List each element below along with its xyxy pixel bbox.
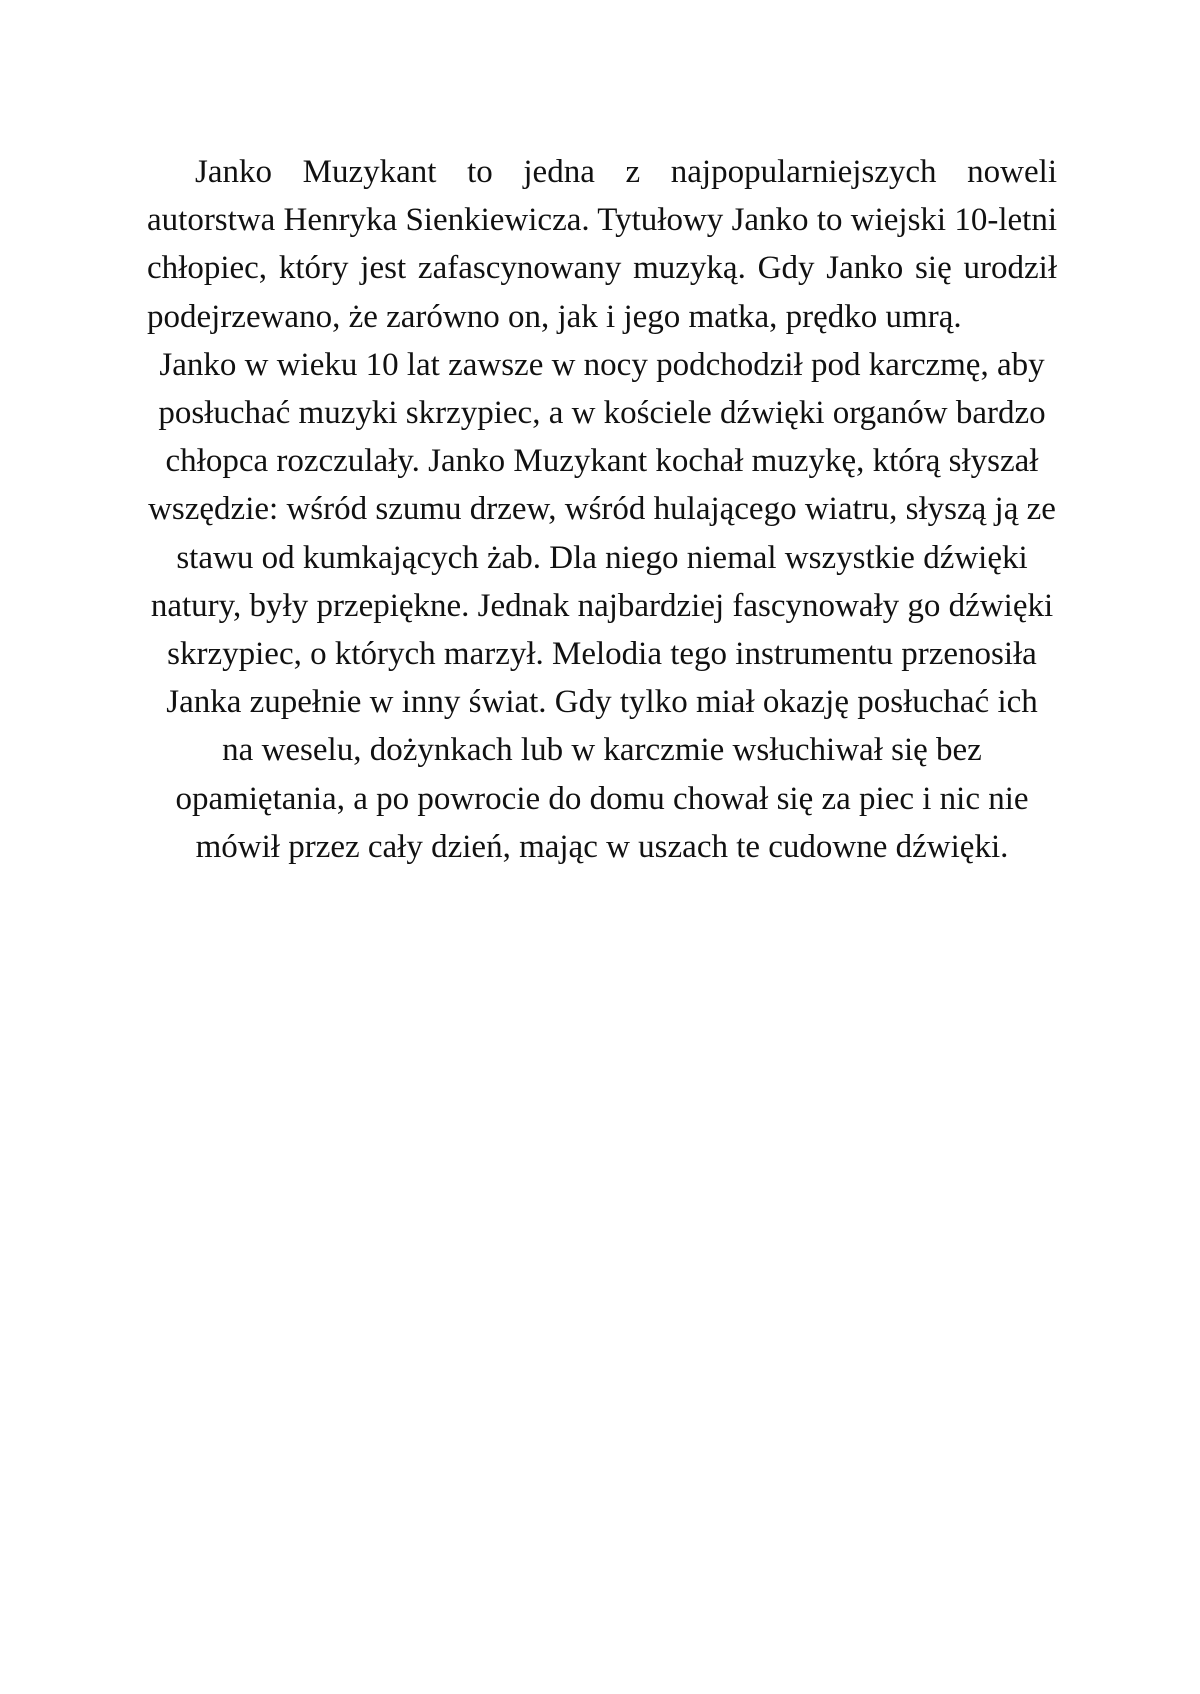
paragraph-description: Janko w wieku 10 lat zawsze w nocy podchodził pod karczmę, aby posłuchać muzyki skrzypiec, a w kościele dźwięki organów bardzo chłopca rozczulały. Janko Muzykant kochał muzykę, którą słyszał wszędzie: wśród szumu drzew, wśród hulającego wiatru, słyszą ją ze stawu od kumkających żab. Dla niego niemal wszystkie dźwięki natury, były przepiękne. Jednak najbardziej fascynowały go dźwięki skrzypiec, o których marzył. Melodia tego instrumentu przenosiła Janka zupełnie w inny świat. Gdy tylko miał okazję posłuchać ich na weselu, dożynkach lub w karczmie wsłuchiwał się bez opamiętania, a po powrocie do domu chował się za piec i nic nie mówił przez cały dzień, mając w uszach te cudowne dźwięki.: [148, 346, 1056, 865]
paragraph-intro: Janko Muzykant to jedna z najpopularniejszych noweli autorstwa Henryka Sienkiewicza. Tytułowy Janko to wiejski 10-letni chłopiec, który jest zafascynowany muzyką. Gdy Janko się urodził podejrzewano, że zarówno on, jak i jego matka, prędko umrą.: [147, 154, 1057, 335]
document-body: [147, 148, 1057, 871]
